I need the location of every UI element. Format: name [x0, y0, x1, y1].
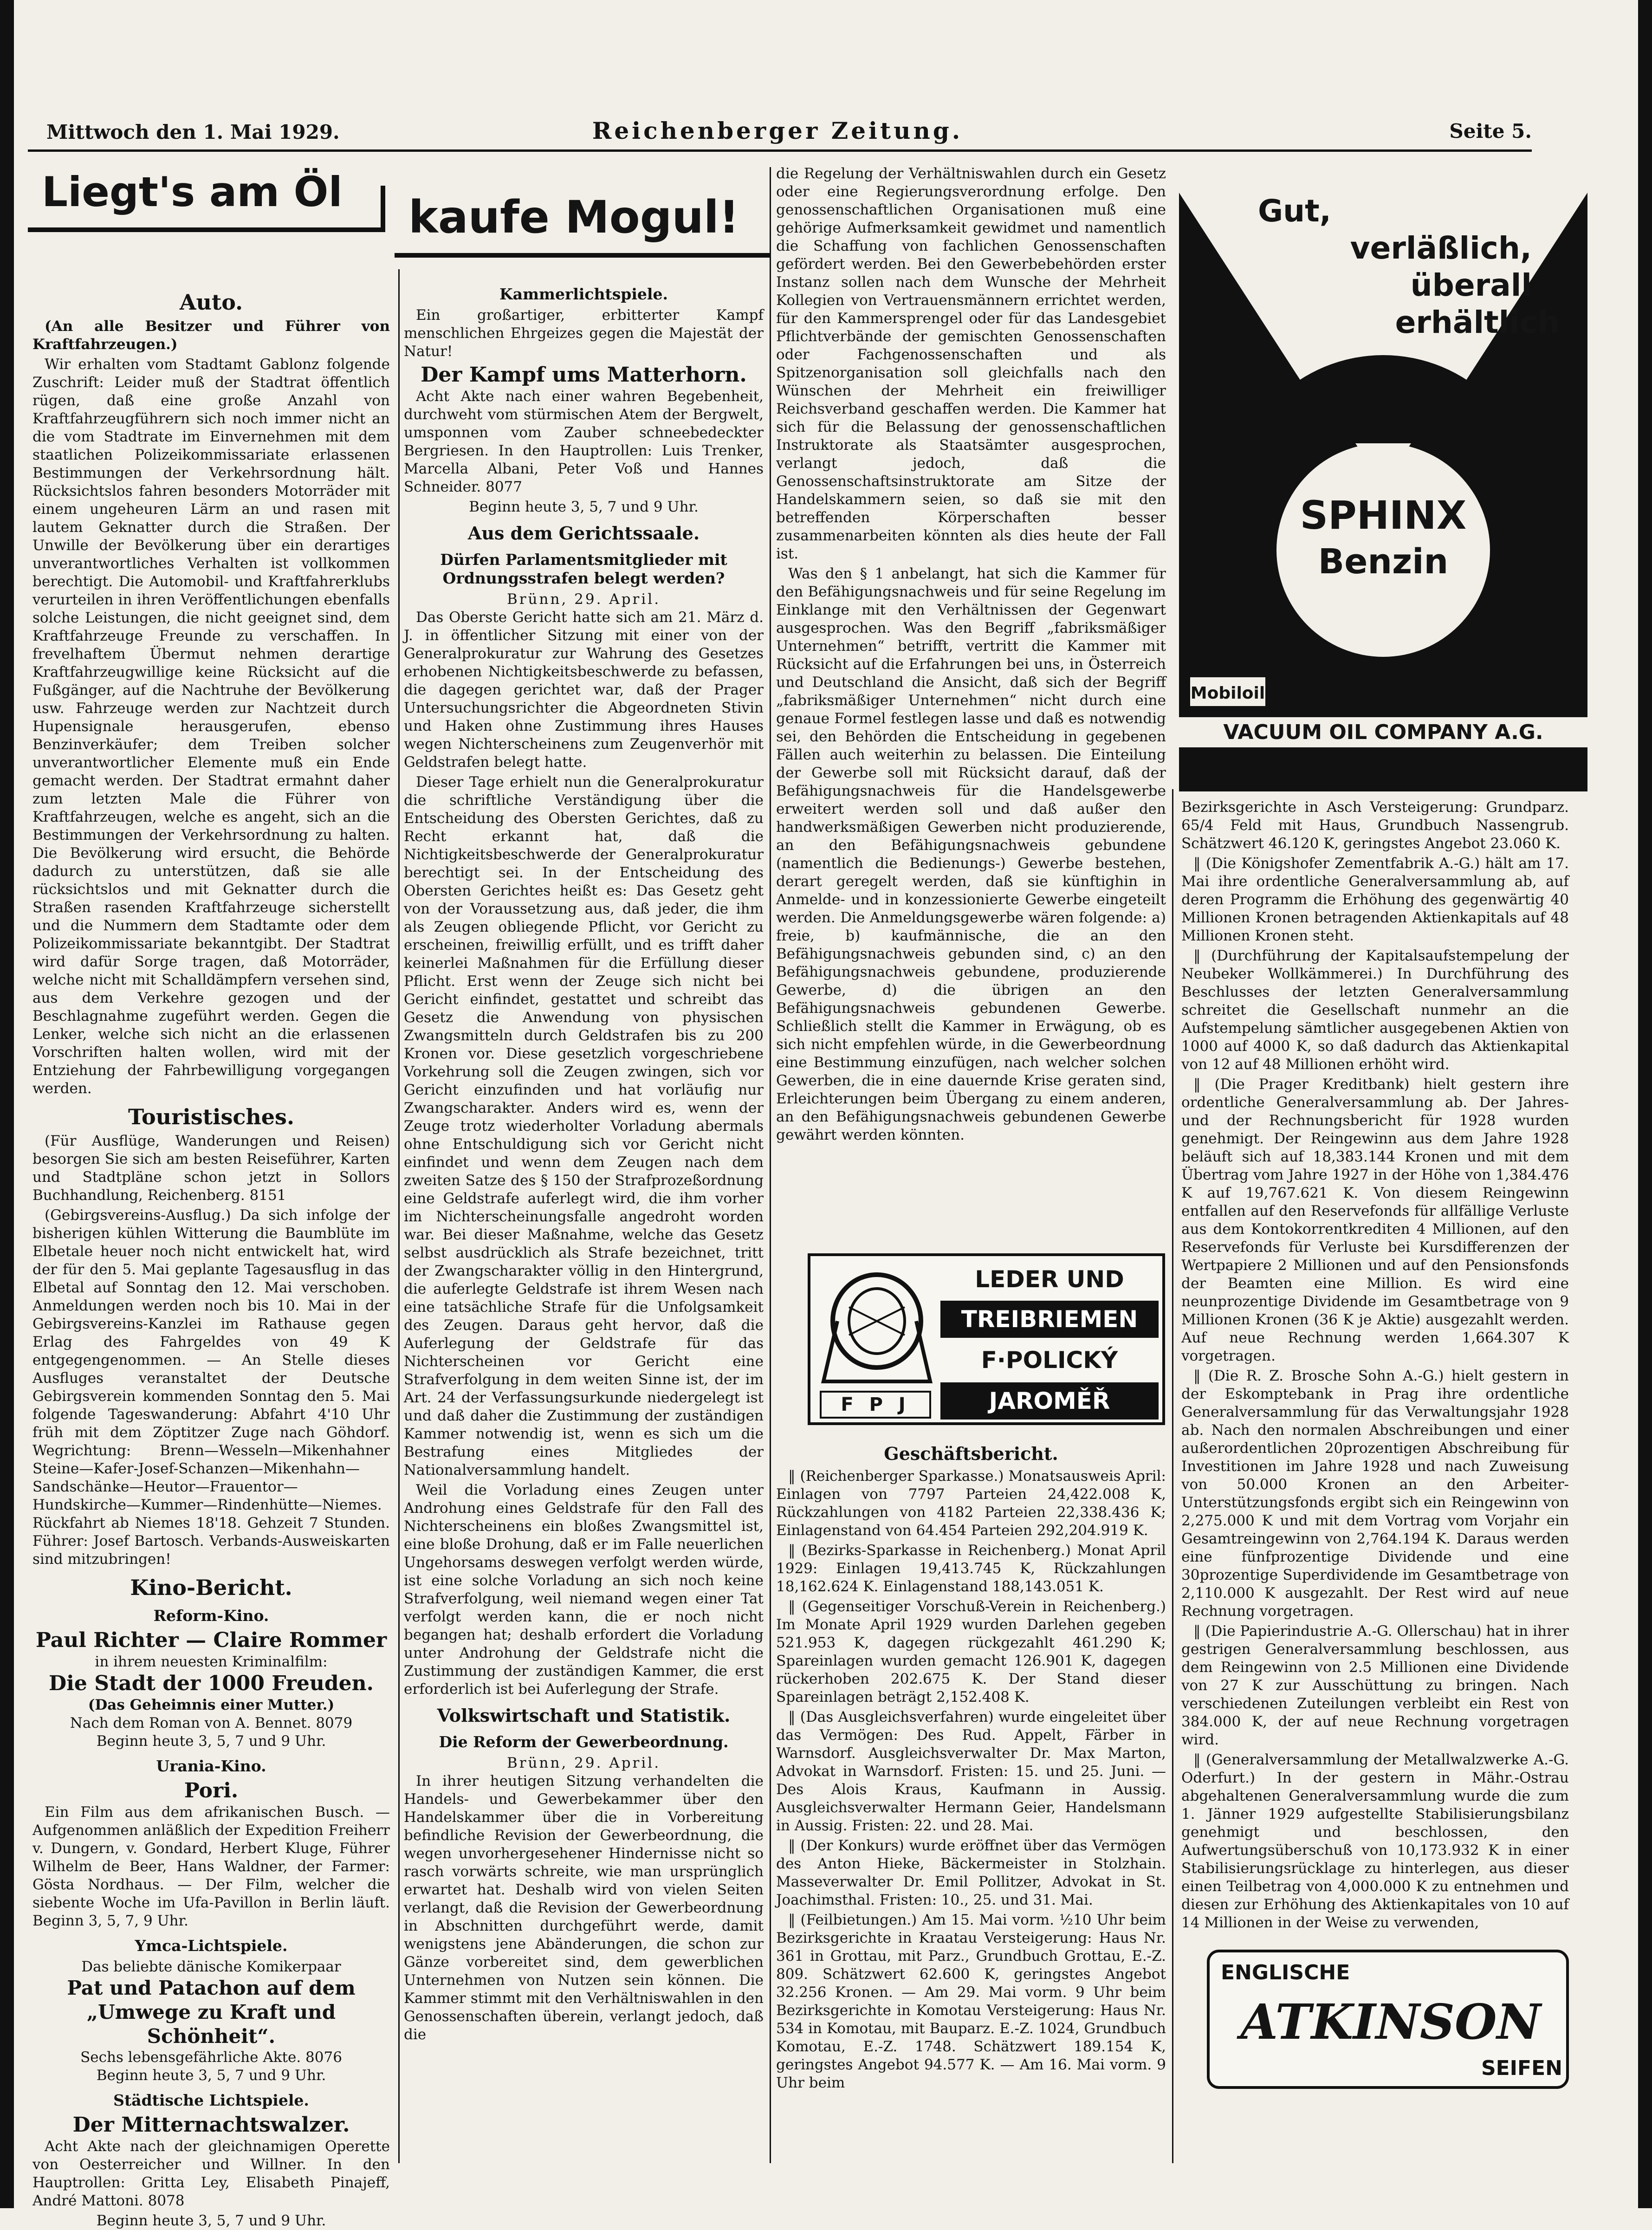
column-divider	[770, 167, 771, 2163]
sphinx-logo-text: SPHINX	[1300, 493, 1467, 538]
company-name: VACUUM OIL COMPANY A.G.	[1223, 720, 1543, 744]
business-item: ‖ (Durchführung der Kapitalsaufstempelung der Neubeker Wollkämmerei.) In Durchführung des Beschlusses der letzten Generalversammlung schreitet die Gesellschaft nunmehr an die Aufstempelung sämtlicher ausgegebenen Aktien von 1000 auf 4000 K, so daß dadurch das Aktienkapital von 12 auf 48 Millionen erhöht wird.	[1181, 947, 1569, 1073]
ad-line-2: TREIBRIEMEN	[940, 1301, 1159, 1338]
ad-slogan-4: erhältlich	[1395, 305, 1560, 340]
column-4	[1181, 798, 1569, 1931]
belt-drum-icon	[819, 1265, 935, 1386]
scan-edge	[1638, 0, 1652, 2208]
film-title: Pat und Patachon auf dem „Umwege zu Kraft und Schönheit“.	[67, 1977, 356, 2048]
tour-notice: (Für Ausflüge, Wanderungen und Reisen) besorgen Sie sich am besten Reiseführer, Karten und Stadtpläne schon jetzt in Sollors Buchhandlung, Reichenberg. 8151	[32, 1133, 390, 1204]
business-item: ‖ (Die R. Z. Brosche Sohn A.-G.) hielt gestern in der Eskomptebank in Prag ihre ordentliche Generalversammlung für das Verwaltungsjahr 1928 ab. Nach den normalen Abschreibungen und einer außerordentlichen 20prozentigen Abschreibung für Investitionen im Jahre 1928 und nach Zuweisung von 50.000 Kronen an den Arbeiter-Unterstützungsfonds ergibt sich ein Reingewinn von 2,275.000 K und mit dem Vortrag vom Vorjahr ein Gesamtreingewinn von 2,764.194 K. Daraus werden eine fünfprozentige Dividende und eine 30prozentige Superdividende im Gesamtbetrage von 2,110.000 K ausgezahlt. Der Rest wird auf neue Rechnung vorgetragen.	[1181, 1368, 1569, 1620]
business-item: ‖ (Das Ausgleichsverfahren) wurde eingeleitet über das Vermögen: Des Rud. Appelt, Färber in Warnsdorf. Ausgleichsverwalter Dr. Max Marton, Advokat in Warnsdorf. Fristen: 15. und 25. Juni. — Des Alois Kraus, Kaufmann in Aussig. Ausgleichsverwalter Hermann Geier, Handelsmann in Aussig. Fristen: 22. und 28. Mai.	[776, 1709, 1166, 1834]
mogul-ad	[28, 158, 771, 279]
film-stars: Paul Richter — Claire Rommer	[35, 1628, 387, 1652]
atkinson-brand: ATKINSON	[1240, 1993, 1541, 2050]
cinema-name: Städtische Lichtspiele.	[113, 2091, 309, 2109]
cinema-name: Ymca-Lichtspiele.	[135, 1937, 288, 1955]
section-title-gericht: Aus dem Gerichtssaale.	[467, 523, 700, 544]
article-paragraph: Weil die Vorladung eines Zeugen unter Androhung eines Geldstrafe für den Fall des Nichterscheinens ein bloßes Zwangsmittel ist, eine bloße Drohung, daß er im Falle neuerlichen Ungehorsams deswegen verfolgt werden würde, ist eine solche Vorladung an sich noch keine Strafverfolgung, weil niemand wegen einer Tat verfolgt werden kann, die er noch nicht begangen hat; deshalb erfordert die Vorladung unter Androhung der Geldstrafe nicht die Zustimmung der zuständigen Kammer, die erst erforderlich ist bei Auferlegung der Strafe.	[404, 1482, 764, 1698]
film-title: Der Mitternachtswalzer.	[72, 2113, 350, 2137]
ad-line-4: JAROMĚŘ	[940, 1382, 1159, 1420]
ad-line-3: F·POLICKÝ	[981, 1347, 1118, 1374]
business-item: ‖ (Die Papierindustrie A.-G. Ollerschau) hat in ihrer gestrigen Generalversammlung beschlossen, aus dem Reingewinn von 2.5 Millionen eine Dividende von 27 K zur Ausschüttung zu bringen. Nach verschiedenen Zuteilungen verbleibt ein Rest von 384.000 K, der auf neue Rechnung vorgetragen wird.	[1181, 1623, 1569, 1748]
mogul-ad-headline: Liegt's am Öl	[42, 168, 343, 216]
film-credit: Sechs lebensgefährliche Akte. 8076	[80, 2049, 342, 2066]
tour-article: (Gebirgsvereins-Ausflug.) Da sich infolge der bisherigen kühlen Witterung die Baumblüte im Elbetale heuer noch nicht entwickelt hat, wird der für den 5. Mai geplante Tagesausflug in das Elbetal auf Sonntag den 12. Mai verschoben. Anmeldungen werden noch bis 10. Mai in der Gebirgsvereins-Kanzlei im Rathause gegen Erlag des Fahrgeldes von 49 K entgegengenommen. — An Stelle dieses Ausfluges veranstaltet der Deutsche Gebirgsverein kommenden Sonntag den 5. Mai folgende Tageswanderung: Abfahrt 4'10 Uhr früh mit dem Zöptitzer Zuge nach Göhdorf. Wegrichtung: Brenn—Wesseln—Mikenhahner Steine—Kafer-Josef-Schanzen—Mikenhahn—Sandschänke—Heutor—Frauentor—Hundskirche—Kummer—Rindenhütte—Niemes. Rückfahrt ab Niemes 18'18. Gehzeit 7 Stunden. Führer: Josef Bartosch. Verbands-Ausweiskarten sind mitzubringen!	[32, 1207, 390, 1568]
section-title-kino: Kino-Bericht.	[130, 1575, 292, 1600]
film-description: Acht Akte nach der gleichnamigen Operette von Oesterreicher und Willner. In den Hauptrollen: Gritta Ley, Elisabeth Pinajeff, André Mattoni. 8078	[32, 2138, 390, 2209]
auto-article: Wir erhalten vom Stadtamt Gablonz folgende Zuschrift: Leider muß der Stadtrat öffentlich rügen, daß eine große Anzahl von Kraftfahrzeugführern sich noch immer nicht an die vom Stadtrate im Einvernehmen mit dem staatlichen Polizeikommissariate erlassenen Bestimmungen der Verkehrsordnung hält. Rücksichtslos fahren besonders Motorräder mit einem ungeheuren Lärm an und rasen mit lautem Geknatter durch die Straßen. Der Unwille der Bevölkerung über ein derartiges unverantwortliches Verhalten ist vollkommen berechtigt. Die Automobil- und Kraftfahrerklubs verurteilen in ihren Veröffentlichungen ebenfalls solche Leistungen, die nicht geeignet sind, dem Kraftfahrzeuge Freunde zu verschaffen. In frevelhaftem Übermut nehmen derartige Kraftfahrzeugwillige keine Rücksicht auf die Fußgänger, auf die Nachtruhe der Bevölkerung usw. Fahrzeuge werden zur Nachtzeit durch Hupensignale herausgerufen, ebenso Benzinverkäufer; dem Treiben solcher unverantwortlicher Elemente muß ein Ende gemacht werden. Der Stadtrat ermahnt daher zum letzten Male die Führer von Kraftfahrzeugen, welche es angeht, sich an die Bestimmungen der Verkehrsordnung zu halten. Die Bevölkerung wird ersucht, die Behörde dadurch zu unterstützen, daß sie alle rücksichtslos und mit Geknatter durch die Straßen rasenden Kraftfahrzeuge sicherstellt und die Nummern dem Stadtamte oder dem Polizeikommissariate bekanntgibt. Der Stadtrat wird dafür Sorge tragen, daß Motorräder, welche nicht mit Schalldämpfern versehen sind, aus dem Verkehre gezogen und der Beschlagnahme zugeführt werden. Gegen die Lenker, welche sich nicht an die erlassenen Vorschriften halten wollen, wird mit der Entziehung der Fahrbewilligung vorgegangen werden.	[32, 356, 390, 1097]
business-item: ‖ (Die Königshofer Zementfabrik A.-G.) hält am 17. Mai ihre ordentliche Generalversammlung ab, auf deren Programm die Erhöhung des gegenwärtig 40 Millionen Kronen betragenden Aktienkapitals auf 48 Millionen Kronen steht.	[1181, 855, 1569, 944]
policky-ad	[808, 1253, 1165, 1425]
article-paragraph: die Regelung der Verhältniswahlen durch ein Gesetz oder eine Regierungsverordnung erfolge. Den genossenschaftlichen Organisationen muß eine gehörige Aufmerksamkeit gewidmet und namentlich die Schaffung von fachlichen Genossenschaften gefördert werden. Bei den Gewerbebehörden erster Instanz sollen nach dem Wunsche der Mehrheit Kollegien von Vertrauensmännern errichtet werden, für den Kammersprengel oder für das Landesgebiet Pflichtverbände der gemischten Genossenschaften oder Fachgenossenschaften und als Spitzenorganisation soll gleichfalls nach den Wünschen der Mehrheit ein freiwilliger Reichsverband geschaffen werden. Die Kammer hat sich für die Belassung der genossenschaftlichen Instruktorate als Staatsämter ausgesprochen, verlangt jedoch, daß die Genossenschaftsinstruktorate am Sitze der Handelskammern seien, so daß sie mit den betreffenden Körperschaften besser zusammenarbeiten könnten als dies heute der Fall ist.	[776, 165, 1166, 562]
business-item: ‖ (Reichenberger Sparkasse.) Monatsausweis April: Einlagen von 7797 Parteien 24,422.008 K, Rückzahlungen von 4182 Parteien 22,338.436 K; Einlagenstand von 64.454 Parteien 292,204.919 K.	[776, 1468, 1166, 1539]
cinema-name: Urania-Kino.	[156, 1757, 266, 1775]
article-paragraph: In ihrer heutigen Sitzung verhandelten die Handels- und Gewerbekammer über den Handelskammer über die in Vorbereitung befindliche Revision der Gewerbeordnung, die wegen unvorhergesehener Hindernisse nicht so rasch vorwärts schreite, wie man ursprünglich erwartet hat. Deshalb wird von vielen Seiten verlangt, daß die Revision der Gewerbeordnung in Abschnitten durchgeführt werde, damit wenigstens jene Abänderungen, die schon zur Gänze vorbereitet sind, dem gewerblichen Unternehmen von Nutzen sein können. Die Kammer stimmt mit den Verhältniswahlen in den Genossenschaften überein, verlangt jedoch, daß die	[404, 1773, 764, 2043]
business-item: ‖ (Gegenseitiger Vorschuß-Verein in Reichenberg.) Im Monate April 1929 wurden Darlehen gegeben 521.953 K, dagegen rückgezahlt 461.290 K; Spareinlagen wurden gemacht 126.901 K, dagegen rückerhoben 202.675 K. Der Stand dieser Spareinlagen beträgt 2,152.408 K.	[776, 1598, 1166, 1705]
film-title: Die Stadt der 1000 Freuden.	[49, 1672, 374, 1695]
header-rule	[28, 149, 1532, 152]
vacuum-oil-ad	[1179, 183, 1587, 791]
column-2	[404, 279, 764, 2168]
article-headline: Die Reform der Gewerbeordnung.	[439, 1733, 729, 1751]
ad-monogram: F P J	[820, 1391, 931, 1419]
column-3-business	[776, 1437, 1166, 2165]
section-title-volkswirtschaft: Volkswirtschaft und Statistik.	[437, 1705, 731, 1726]
business-item: ‖ (Bezirks-Sparkasse in Reichenberg.) Monat April 1929: Einlagen 19,413.745 K, Rückzahlungen 18,162.624 K. Einlagenstand 188,143.051 K.	[776, 1542, 1166, 1595]
section-title-auto: Auto.	[179, 290, 243, 315]
film-title: Der Kampf ums Matterhorn.	[421, 363, 747, 387]
film-description: Acht Akte nach einer wahren Begebenheit, durchweht vom stürmischen Atem der Bergwelt, umsponnen vom Zauber schneebedeckter Bergriesen. In den Hauptrollen: Luis Trenker, Marcella Albani, Peter Voß und Hannes Schneider. 8077	[404, 388, 764, 495]
article-paragraph: Dieser Tage erhielt nun die Generalprokuratur die schriftliche Verständigung über die Entscheidung des Obersten Gerichtes, daß zu Recht erkannt hat, daß die Nichtigkeitsbeschwerde der Generalprokuratur berechtigt sei. In der Entscheidung des Obersten Gerichtes heißt es: Das Gesetz geht von der Voraussetzung aus, daß jeder, die ihm als Zeugen obliegende Pflicht, vor Gericht zu erscheinen, freiwillig erfüllt, und es trifft daher keinerlei Maßnahmen für die Erfüllung dieser Pflicht. Erst wenn der Zeuge sich nicht bei Gericht einfindet, gestattet und schreibt das Gesetz die Anwendung von physischen Zwangsmitteln durch Geldstrafen bis zu 200 Kronen vor. Diese gesetzlich vorgeschriebene Vorkehrung soll die Zeugen zwingen, sich vor Gericht einzufinden und hat vorläufig nur Zwangscharakter. Anders wird es, wenn der Zeuge trotz wiederholter Vorladung abermals ohne Entschuldigung sich vor Gericht nicht einfindet und wenn dem Zeugen nach dem zweiten Satze des § 150 der Strafprozeßordnung eine Geldstrafe auferlegt wird, die ihm vorher im Nichterscheinungsfalle angedroht worden war. Bei dieser Maßnahme, welche das Gesetz selbst ausdrücklich als Strafe bezeichnet, tritt der Zwangscharakter völlig in den Hintergrund, die auferlegte Geldstrafe ist ihrem Wesen nach eine tatsächliche Strafe für die Unfolgsamkeit des Zeugen. Daraus geht hervor, daß die Auferlegung der Geldstrafe für das Nichterscheinen vor Gericht eine Strafverfolgung in dem weiten Sinne ist, der im Art. 24 der Verfassungsurkunde niedergelegt ist und daß daher die Zustimmung der zuständigen Kammer notwendig ist, wenn es sich um die Bestrafung eines Mitgliedes der Nationalversammlung handelt.	[404, 774, 764, 1478]
cinema-name: Reform-Kino.	[153, 1607, 269, 1625]
dateline: Brünn, 29. April.	[506, 1755, 661, 1771]
dateline: Brünn, 29. April.	[506, 591, 661, 608]
article-paragraph: Was den § 1 anbelangt, hat sich die Kammer für den Befähigungsnachweis und für seine Regelung im Einklange mit den Verhältnissen der Gegenwart ausgesprochen. Was den Begriff „fabriksmäßiger Unternehmen“ betrifft, vertritt die Kammer mit Rücksicht auf die Erfahrungen bei uns, in Österreich und Deutschland die Ansicht, daß sich der Begriff „fabriksmäßiger Unternehmen“ nicht durch eine genaue Formel festlegen lasse und daß es notwendig sei, den Behörden die Entscheidung in gegebenen Fällen auch weiterhin zu belassen. Die Einteilung der Gewerbe soll mit Rücksicht darauf, daß der Befähigungsnachweis für die Handelsgewerbe erweitert werden soll und daß außer den handwerksmäßigen Gewerben nicht produzierende, an den Befähigungsnachweis gebundene (namentlich die Bedienungs-) Gewerbe bestehen, derart geregelt werden, daß sie künftighin in Anmelde- und in konzessionierte Gewerbe eingeteilt werden. Die Anmeldungsgewerbe wären folgende: a) freie, b) kaufmännische, die an den Befähigungsnachweis gebunden sind, c) an den Befähigungsnachweis gebundene, produzierende Gewerbe, d) die übrigen an den Befähigungsnachweis gebundenen Gewerbe. Schließlich stellt die Kammer in Erwägung, ob es sich nicht empfehlen würde, in die Gewerbeordnung eine Bestimmung einzufügen, nach welcher solchen Gewerben, die in eine dauernde Krise geraten sind, Erleichterungen beim Übergang zu einem anderen, an den Befähigungsnachweis gebundenen Gewerbe gewährt werden könnten.	[776, 565, 1166, 1143]
film-intro: Das beliebte dänische Komikerpaar	[81, 1958, 341, 1975]
cinema-name: Kammerlichtspiele.	[499, 285, 668, 303]
business-item: ‖ (Feilbietungen.) Am 15. Mai vorm. ½10 Uhr beim Bezirksgerichte in Kraatau Versteigerung: Haus Nr. 361 in Grottau, mit Parz., Grundbuch Grottau, E.-Z. 809. Schätzwert 62.600 K, geringstes Angebot 32.256 Kronen. — Am 29. Mai vorm. 9 Uhr beim Bezirksgerichte in Komotau Versteigerung: Haus Nr. 534 in Komotau, mit Bauparz. E.-Z. 1024, Grundbuch Komotau, E.-Z. 1748. Schätzwert 189.154 K, geringstes Angebot 94.577 K. — Am 16. Mai vorm. 9 Uhr beim	[776, 1912, 1166, 2091]
ad-bottom-line: SEIFEN	[1481, 2056, 1562, 2080]
article-headline: Dürfen Parlamentsmitglieder mit Ordnungsstrafen belegt werden?	[440, 551, 727, 587]
auto-subhead: (An alle Besitzer und Führer von Kraftfahrzeugen.)	[32, 318, 390, 353]
film-teaser: Ein großartiger, erbitterter Kampf menschlichen Ehrgeizes gegen die Majestät der Natur!	[404, 307, 764, 360]
film-times: Beginn heute 3, 5, 7 und 9 Uhr.	[96, 2212, 326, 2229]
ad-slogan-2: verläßlich,	[1350, 230, 1532, 266]
film-description: Ein Film aus dem afrikanischen Busch. — Aufgenommen anläßlich der Expedition Freiherr v. Dungern, v. Gondard, Herbert Kluge, Führer Wilhelm de Beer, Hans Waldner, der Farmer: Gösta Nordhaus. — Der Film, welcher die siebente Woche im Ufa-Pavillon in Berlin läuft. Beginn 3, 5, 7, 9 Uhr.	[32, 1804, 390, 1929]
column-3-text	[776, 165, 1166, 1242]
section-title-touristisches: Touristisches.	[128, 1104, 294, 1129]
mobiloil-badge: Mobiloil	[1188, 675, 1267, 708]
film-times: Beginn heute 3, 5, 7 und 9 Uhr.	[96, 2067, 326, 2084]
scan-edge	[0, 0, 14, 2208]
ad-line-1: LEDER UND	[975, 1266, 1124, 1293]
masthead: Reichenberger Zeitung.	[592, 117, 963, 144]
business-item: ‖ (Generalversammlung der Metallwalzwerke A.-G. Oderfurt.) In der gestern in Mähr.-Ostrau abgehaltenen Generalversammlung wurde die zum 1. Jänner 1929 aufgestellte Stabilisierungsbilanz genehmigt und beschlossen, den Aufwertungsüberschuß von 10,173.932 K in einer Stabilisierungsrücklage zu hinterlegen, aus dieser einen Teilbetrag von 4,000.000 K zu entnehmen und diesen zur Erhöhung des Aktienkapitales von 10 auf 14 Millionen in der Weise zu verwenden,	[1181, 1751, 1569, 1931]
film-credit: Nach dem Roman von A. Bennet. 8079	[70, 1715, 353, 1731]
mogul-ad-slogan: kaufe Mogul!	[408, 191, 739, 243]
column-divider	[398, 269, 400, 2163]
film-times: Beginn heute 3, 5, 7 und 9 Uhr.	[96, 1733, 326, 1750]
article-paragraph: Das Oberste Gericht hatte sich am 21. März d. J. in öffentlicher Sitzung mit einer von der Generalprokuratur zur Wahrung des Gesetzes erhobenen Nichtigkeitsbeschwerde zu befassen, die dagegen gerichtet war, daß der Prager Untersuchungsrichter die Abgeordneten Stivin und Haken ohne Zustimmung ihres Hauses wegen Nichterscheinens zum Zeugenverhör mit Geldstrafen belegt hatte.	[404, 609, 764, 771]
ad-slogan-3: überall	[1410, 267, 1532, 303]
page-number: Seite 5.	[1449, 120, 1532, 143]
mogul-ad-rule	[381, 186, 385, 232]
film-subtitle: (Das Geheimnis einer Mutter.)	[88, 1697, 335, 1713]
film-intro: in ihrem neuesten Kriminalfilm:	[95, 1653, 328, 1670]
film-times: Beginn heute 3, 5, 7 und 9 Uhr.	[469, 499, 699, 515]
column-divider	[1172, 789, 1173, 2163]
issue-date: Mittwoch den 1. Mai 1929.	[46, 121, 340, 143]
business-item: ‖ (Der Konkurs) wurde eröffnet über das Vermögen des Anton Hieke, Bäckermeister in Stolzhain. Masseverwalter Dr. Emil Pollitzer, Advokat in St. Joachimsthal. Fristen: 10., 25. und 31. Mai.	[776, 1837, 1166, 1908]
mogul-ad-rule	[395, 253, 771, 258]
mogul-ad-rule	[28, 227, 381, 232]
business-item: ‖ (Die Prager Kreditbank) hielt gestern ihre ordentliche Generalversammlung ab. Der Jahres- und der Rechnungsbericht für 1928 wurden genehmigt. Der Reingewinn aus dem Jahre 1928 beläuft sich auf 18,383.144 Kronen und mit dem Übertrag vom Jahre 1927 in der Höhe von 1,384.476 K auf 19,767.621 K. Von diesem Reingewinn entfallen auf den Reservefonds für allfällige Verluste aus dem Kontokorrentkrediten 4 Millionen, auf den Reservefonds für Verluste bei Kursdifferenzen der Wertpapiere 2 Millionen und auf den Pensionsfonds der Beamten eine Million. Es wird eine neunprozentige Dividende im Gesamtbetrage von 9 Millionen Kronen (36 K je Aktie) ausgezahlt werden. Auf neue Rechnung werden 1,664.307 K vorgetragen.	[1181, 1076, 1569, 1364]
film-title: Pori.	[184, 1779, 239, 1802]
business-item: Bezirksgerichte in Asch Versteigerung: Grundparz. 65/4 Feld mit Haus, Grundbuch Nassengrub. Schätzwert 46.120 K, geringstes Angebot 23.060 K.	[1181, 799, 1569, 852]
atkinson-ad	[1207, 1950, 1569, 2089]
ad-slogan-1: Gut,	[1258, 193, 1331, 229]
column-1	[32, 283, 390, 2229]
ad-top-line: ENGLISCHE	[1221, 1961, 1350, 1984]
benzin-label: Benzin	[1318, 542, 1449, 582]
section-title-geschaeftsbericht: Geschäftsbericht.	[884, 1443, 1058, 1464]
